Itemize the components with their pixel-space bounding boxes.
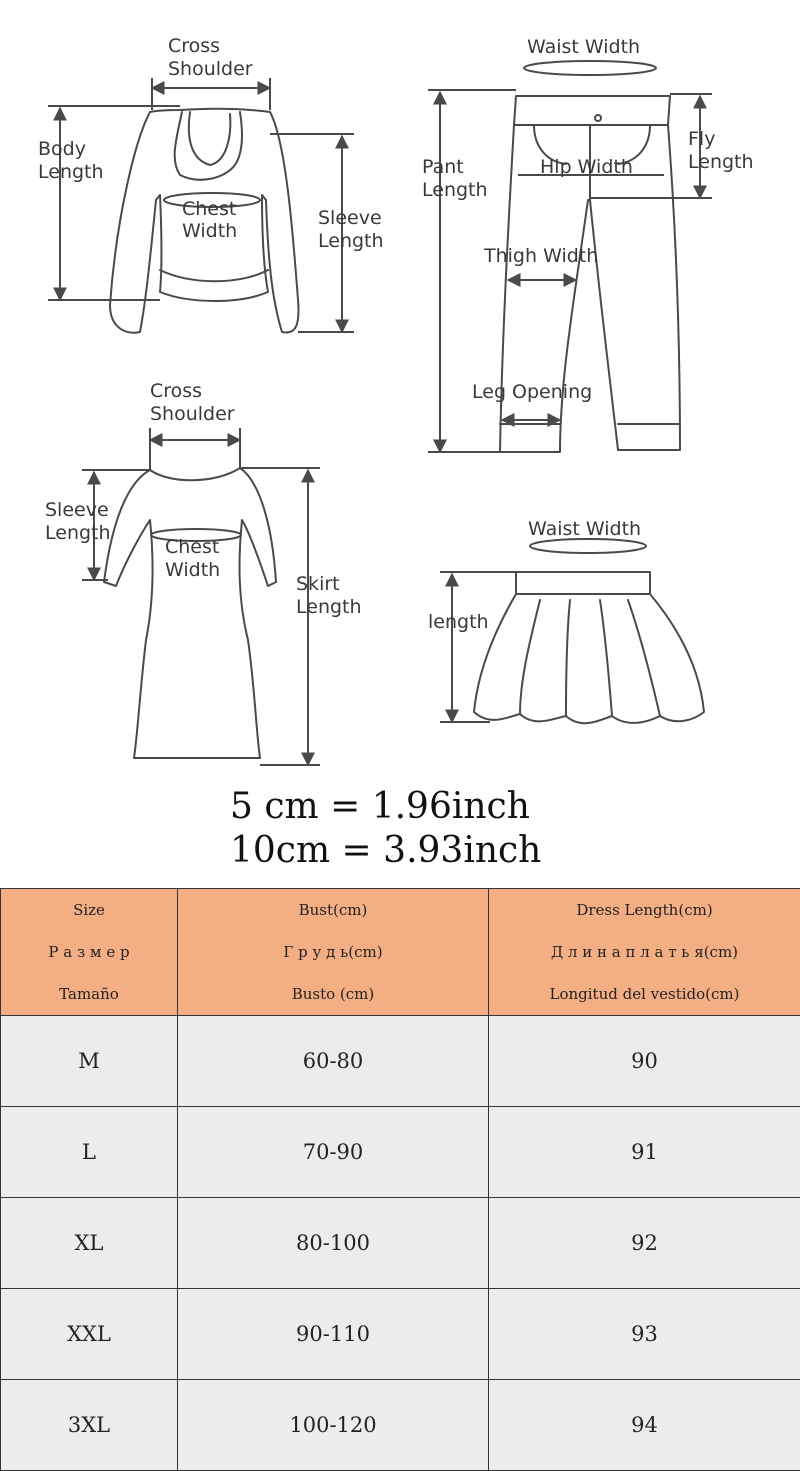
header-bust: [178, 889, 489, 1016]
bust-cell: 90-110: [178, 1289, 489, 1380]
header-dress-length: [489, 889, 800, 1016]
table-row: [1, 1380, 800, 1471]
body-length-label-2: Length: [38, 161, 104, 183]
sleeve-length-label-2: Length: [318, 230, 384, 252]
conversion-line-2: 10cm = 3.93inch: [230, 830, 541, 871]
bust-cell: 60-80: [178, 1016, 489, 1107]
pant-length-label-2: Length: [422, 179, 488, 201]
table-header-row: [1, 889, 800, 1016]
pant-waist-width-ellipse: [524, 61, 656, 75]
fly-length-label-2: Length: [688, 151, 754, 173]
pant-length-label-1: Pant: [422, 156, 464, 178]
conversion-line-1: 5 cm = 1.96inch: [230, 786, 530, 827]
header-size-es: Tamaño: [1, 973, 177, 1015]
size-cell: XL: [1, 1198, 178, 1289]
pant-waist-width-label: Waist Width: [527, 36, 640, 58]
size-cell: 3XL: [1, 1380, 178, 1471]
header-dress-length-es: Longitud del vestido(cm): [489, 973, 800, 1015]
fly-length-label-1: Fly: [688, 128, 715, 150]
dress-sleeve-length-label-1: Sleeve: [45, 499, 109, 521]
leg-opening-label: Leg Opening: [472, 381, 592, 403]
dress-cross-shoulder-label-2: Shoulder: [150, 403, 235, 425]
size-cell: XXL: [1, 1289, 178, 1380]
dress-figure: [104, 468, 276, 758]
bust-cell: 100-120: [178, 1380, 489, 1471]
skirt-figure: [474, 572, 704, 723]
header-dress-length-ru: Д л и н а п л а т ь я(cm): [489, 931, 800, 973]
table-row: [1, 1289, 800, 1380]
body-length-label-1: Body: [38, 138, 86, 160]
bust-cell: 80-100: [178, 1198, 489, 1289]
size-table: [0, 888, 800, 1471]
dress-sleeve-length-label-2: Length: [45, 522, 111, 544]
thigh-width-label: Thigh Width: [483, 245, 598, 267]
table-row: [1, 1107, 800, 1198]
table-row: [1, 1016, 800, 1107]
dress-chest-width-label-2: Width: [165, 559, 220, 581]
dress-length-cell: 94: [489, 1380, 800, 1471]
dress-length-cell: 93: [489, 1289, 800, 1380]
chest-width-label-1: Chest: [182, 198, 236, 220]
size-cell: M: [1, 1016, 178, 1107]
skirt-waist-width-ellipse: [530, 539, 646, 553]
header-bust-ru: Г р у д ь(cm): [178, 931, 488, 973]
skirt-length-label-2: Length: [296, 596, 362, 618]
sleeve-length-label-1: Sleeve: [318, 207, 382, 229]
header-size-en: Size: [1, 889, 177, 931]
header-bust-es: Busto (cm): [178, 973, 488, 1015]
header-dress-length-en: Dress Length(cm): [489, 889, 800, 931]
top-cross-shoulder-label-1: Cross: [168, 35, 220, 57]
skirt-waist-width-label: Waist Width: [528, 518, 641, 540]
chest-width-label-2: Width: [182, 220, 237, 242]
hip-width-label: Hip Width: [540, 156, 633, 178]
header-bust-en: Bust(cm): [178, 889, 488, 931]
bust-cell: 70-90: [178, 1107, 489, 1198]
size-cell: L: [1, 1107, 178, 1198]
skirt-length-short-label: length: [428, 611, 489, 633]
dress-length-cell: 92: [489, 1198, 800, 1289]
dress-length-cell: 91: [489, 1107, 800, 1198]
dress-chest-width-label-1: Chest: [165, 536, 219, 558]
header-size-ru: Р а з м е р: [1, 931, 177, 973]
table-row: [1, 1198, 800, 1289]
header-size: [1, 889, 178, 1016]
skirt-length-label-1: Skirt: [296, 573, 340, 595]
dress-cross-shoulder-label-1: Cross: [150, 380, 202, 402]
top-cross-shoulder-label-2: Shoulder: [168, 58, 253, 80]
dress-length-cell: 90: [489, 1016, 800, 1107]
